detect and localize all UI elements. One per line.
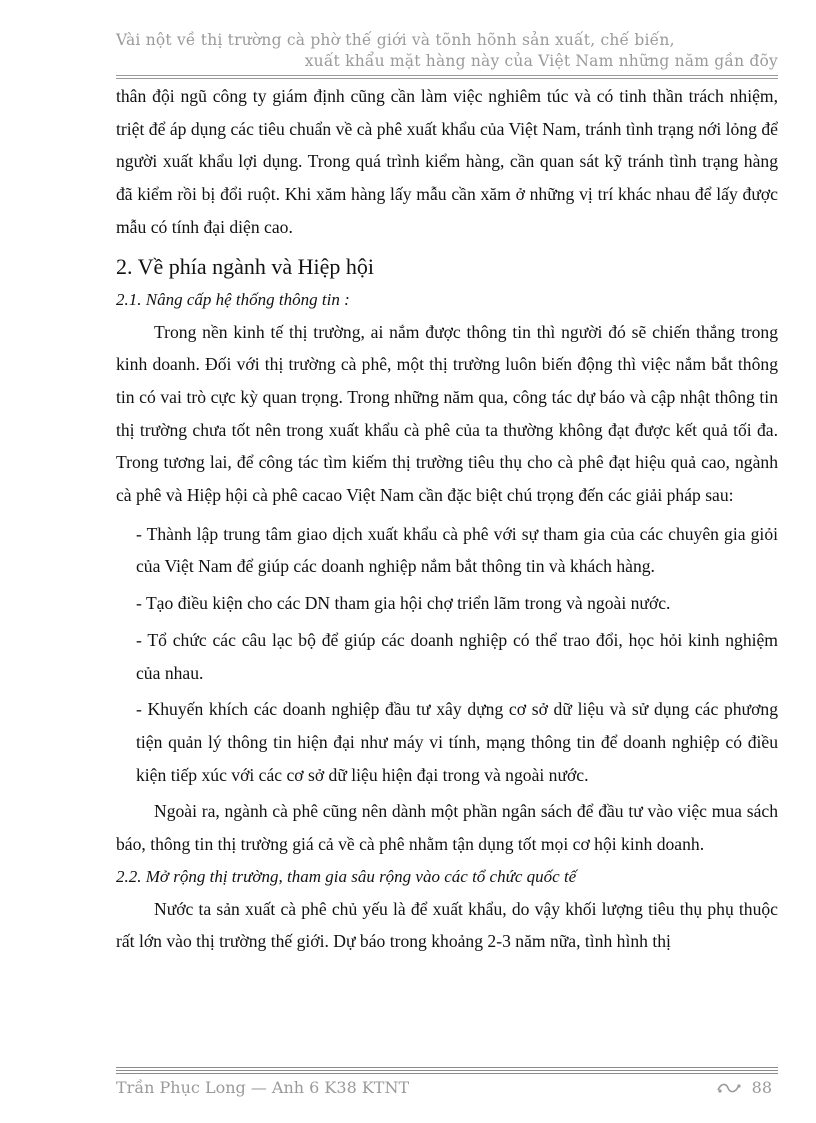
- header-rule-top: [116, 75, 778, 76]
- bullet-item: - Khuyến khích các doanh nghiệp đầu tư xây dựng cơ sở dữ liệu và sử dụng các phương tiện quản lý thông tin hiện đại như máy vi tính, mạng thông tin để doanh nghiệp có điều kiện tiếp xúc với các cơ sở dữ liệu hiện đại trong và ngoài nước.: [136, 699, 778, 785]
- paragraph-intro: thân đội ngũ công ty giám định cũng cần làm việc nghiêm túc và có tinh thần trách nhiệm, triệt để áp dụng các tiêu chuẩn về cà phê xuất khẩu của Việt Nam, tránh tình trạng nới lỏng để người xuất khẩu lợi dụng. Trong quá trình kiểm hàng, cần quan sát kỹ tránh tình trạng hàng đã kiểm rồi bị đổi ruột. Khi xăm hàng lấy mẫu cần xăm ở những vị trí khác nhau để lấy được mẫu có tính đại diện cao.: [116, 86, 778, 237]
- paragraph: Nước ta sản xuất cà phê chủ yếu là để xuất khẩu, do vậy khối lượng tiêu thụ phụ thuộc rất lớn vào thị trường thế giới. Dự báo trong khoảng 2-3 năm nữa, tình hình thị: [116, 898, 778, 952]
- bullet-item: - Thành lập trung tâm giao dịch xuất khẩu cà phê với sự tham gia của các chuyên gia giỏi của Việt Nam để giúp các doanh nghiệp nắm bắt thông tin và khách hàng.: [136, 523, 778, 577]
- subsection-heading: 2.2. Mở rộng thị trường, tham gia sâu rộng vào các tổ chức quốc tế: [116, 866, 577, 886]
- section-heading: 2. Về phía ngành và Hiệp hội: [116, 253, 375, 279]
- footer-rule: [116, 1070, 778, 1071]
- body-text: [116, 80, 778, 958]
- footer-author: Trần Phục Long — Anh 6 K38 KTNT: [116, 1078, 410, 1097]
- scroll-ornament-icon: [716, 1081, 742, 1095]
- running-footer: [116, 1078, 778, 1102]
- bullet-item: - Tạo điều kiện cho các DN tham gia hội chợ triển lãm trong và ngoài nước.: [136, 593, 671, 614]
- bullet-item: - Tổ chức các câu lạc bộ để giúp các doanh nghiệp có thể trao đổi, học hỏi kinh nghiệm của nhau.: [136, 629, 778, 683]
- header-line-2: xuất khẩu mặt hàng này của Việt Nam những năm gần đõy: [304, 52, 778, 70]
- running-header: [116, 30, 778, 72]
- paragraph: Trong nền kinh tế thị trường, ai nắm được thông tin thì người đó sẽ chiến thắng trong kinh doanh. Đối với thị trường cà phê, một thị trường luôn biến động thì việc nắm bắt thông tin có vai trò cực kỳ quan trọng. Trong những năm qua, công tác dự báo và cập nhật thông tin thị trường chưa tốt nên trong xuất khẩu cà phê của ta thường không đạt được kết quả tối đa. Trong tương lai, để công tác tìm kiếm thị trường tiêu thụ cho cà phê đạt hiệu quả cao, ngành cà phê và Hiệp hội cà phê cacao Việt Nam cần đặc biệt chú trọng đến các giải pháp sau:: [116, 321, 778, 506]
- footer-rule: [116, 1067, 778, 1068]
- footer-rule: [116, 1073, 778, 1074]
- header-line-1: Vài nột về thị trường cà phờ thế giới và tõnh hõnh sản xuất, chế biến,: [116, 31, 675, 49]
- paragraph: Ngoài ra, ngành cà phê cũng nên dành một phần ngân sách để đầu tư vào việc mua sách báo, thông tin thị trường giá cả về cà phê nhằm tận dụng tốt mọi cơ hội kinh doanh.: [116, 801, 778, 855]
- header-rule-bottom: [116, 78, 778, 79]
- subsection-heading: 2.1. Nâng cấp hệ thống thông tin :: [116, 289, 350, 309]
- page-number: 88: [751, 1078, 772, 1097]
